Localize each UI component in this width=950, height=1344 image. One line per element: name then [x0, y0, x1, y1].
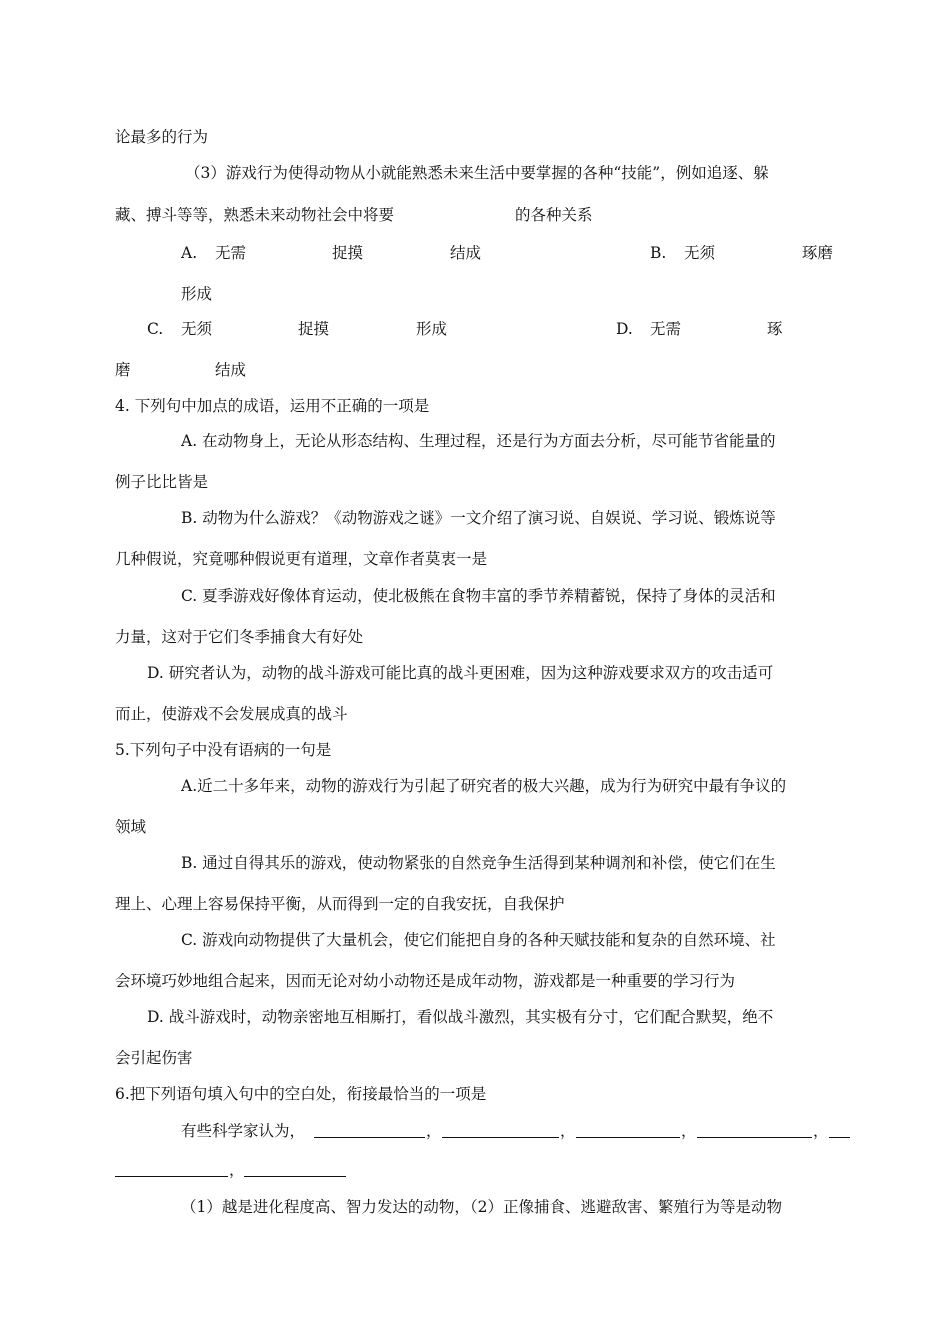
q6-stem: 6.把下列语句填入句中的空白处，衔接最恰当的一项是 — [115, 1085, 487, 1103]
q6-items: （1）越是进化程度高、智力发达的动物，（2）正像捕食、逃避敌害、繁殖行为等是动物 — [181, 1198, 782, 1216]
option-word: 无需 — [650, 320, 682, 338]
option-word: 结成 — [215, 361, 247, 379]
q5-option-a-line2: 领域 — [115, 818, 147, 836]
q4-option-b-line2: 几种假说，究竟哪种假说更有道理，文章作者莫衷一是 — [115, 550, 488, 568]
option-letter: B. — [650, 244, 667, 262]
q5-option-c-line2: 会环境巧妙地组合起来，因而无论对幼小动物还是成年动物，游戏都是一种重要的学习行为 — [115, 972, 736, 990]
q4-option-c-line1: C. 夏季游戏好像体育运动，使北极熊在食物丰富的季节养精蓄锐，保持了身体的灵活和 — [181, 587, 776, 605]
option-letter: A. — [181, 244, 198, 262]
blank-comma: ， — [681, 1122, 697, 1140]
q4-option-d-line2: 而止，使游戏不会发展成真的战斗 — [115, 705, 348, 723]
q3-stem-tail: 论最多的行为 — [115, 128, 209, 146]
q4-stem: 4. 下列句中加点的成语，运用不正确的一项是 — [115, 397, 430, 415]
fill-blank-3[interactable] — [576, 1137, 680, 1138]
option-word: 捉摸 — [298, 320, 330, 338]
q5-stem: 5.下列句子中没有语病的一句是 — [115, 741, 332, 759]
q4-option-d-line1: D. 研究者认为，动物的战斗游戏可能比真的战斗更困难，因为这种游戏要求双方的攻击适可 — [147, 664, 774, 682]
option-word: 琢磨 — [802, 244, 834, 262]
option-word: 磨 — [115, 361, 131, 379]
fill-blank-1[interactable] — [314, 1137, 425, 1138]
blank-comma: ， — [560, 1122, 576, 1140]
fill-blank-2[interactable] — [442, 1137, 559, 1138]
option-word: 形成 — [416, 320, 448, 338]
q5-option-d-line2: 会引起伤害 — [115, 1049, 193, 1067]
fill-blank-6[interactable] — [244, 1176, 346, 1177]
q5-option-a-line1: A.近二十多年来，动物的游戏行为引起了研究者的极大兴趣，成为行为研究中最有争议的 — [181, 777, 787, 795]
option-word: 无须 — [684, 244, 716, 262]
blank-comma: ， — [229, 1161, 245, 1179]
option-word: 形成 — [181, 285, 213, 303]
q5-option-c-line1: C. 游戏向动物提供了大量机会，使它们能把自身的各种天赋技能和复杂的自然环境、社 — [181, 931, 776, 949]
q5-option-b-line2: 理上、心理上容易保持平衡，从而得到一定的自我安抚，自我保护 — [115, 895, 565, 913]
fill-blank-4[interactable] — [697, 1137, 812, 1138]
blank-comma: ， — [426, 1122, 442, 1140]
option-letter: D. — [616, 320, 633, 338]
fill-blank-5[interactable] — [829, 1137, 850, 1138]
option-word: 结成 — [450, 244, 482, 262]
q3-sentence-3-line1: （3）游戏行为使得动物从小就能熟悉未来生活中要掌握的各种“技能”，例如追逐、躲 — [185, 164, 769, 182]
q4-option-a-line2: 例子比比皆是 — [115, 473, 209, 491]
q6-lead: 有些科学家认为， — [181, 1122, 306, 1140]
option-word: 琢 — [767, 320, 783, 338]
q5-option-d-line1: D. 战斗游戏时，动物亲密地互相厮打，看似战斗激烈，其实极有分寸，它们配合默契，绝不 — [147, 1008, 774, 1026]
fill-blank-5-continued[interactable] — [115, 1176, 228, 1177]
option-word: 捉摸 — [332, 244, 364, 262]
q4-option-c-line2: 力量，这对于它们冬季捕食大有好处 — [115, 628, 364, 646]
q4-option-a-line1: A. 在动物身上，无论从形态结构、生理过程，还是行为方面去分析，尽可能节省能量的 — [181, 432, 776, 450]
option-word: 无须 — [181, 320, 213, 338]
option-word: 无需 — [215, 244, 247, 262]
q4-option-b-line1: B. 动物为什么游戏？《动物游戏之谜》一文介绍了演习说、自娱说、学习说、锻炼说等 — [181, 509, 776, 527]
q3-sentence-3-line2: 藏、搏斗等等，熟悉未来动物社会中将要 — [115, 206, 395, 224]
blank-comma: ， — [813, 1122, 829, 1140]
option-letter: C. — [147, 320, 164, 338]
q5-option-b-line1: B. 通过自得其乐的游戏，使动物紧张的自然竞争生活得到某种调剂和补偿，使它们在生 — [181, 854, 776, 872]
q3-sentence-3-line2-end: 的各种关系 — [515, 206, 593, 224]
